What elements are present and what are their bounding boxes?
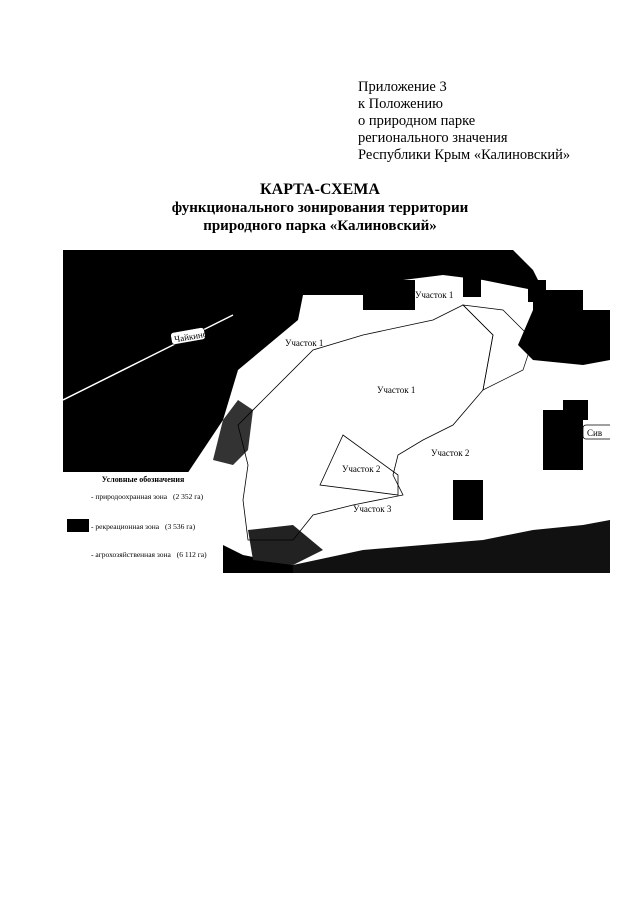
recreation-block (393, 280, 415, 310)
plot-2-east-label: Участок 2 (431, 448, 470, 458)
legend-item-text: - агрохозяйственная зона (91, 550, 171, 559)
legend-title: Условные обозначения (101, 475, 185, 484)
appendix-line: о природном парке (358, 113, 476, 129)
plot-3-label: Участок 3 (353, 504, 392, 514)
legend-item-agro (91, 550, 207, 559)
recreation-block (463, 275, 481, 297)
legend-item-text: - природоохранная зона (91, 492, 168, 501)
appendix-line: к Положению (358, 96, 443, 112)
legend-item-text: - рекреационная зона (91, 522, 160, 531)
appendix-line: регионального значения (358, 130, 508, 146)
document-title (0, 181, 640, 235)
title-line: природного парка «Калиновский» (203, 218, 437, 234)
recreation-block (563, 400, 588, 420)
appendix-line: Приложение 3 (358, 79, 447, 95)
plot-1-top-label: Участок 1 (415, 290, 454, 300)
legend-item-recreation (91, 522, 195, 531)
appendix-header (358, 79, 570, 164)
legend-item-area: (6 112 га) (176, 550, 207, 559)
appendix-line: Республики Крым «Калиновский» (358, 147, 571, 163)
recreation-block (528, 280, 546, 302)
plot-2-label: Участок 2 (342, 464, 381, 474)
road (63, 315, 233, 400)
legend-item-conservation (91, 492, 203, 501)
title-line: функционального зонирования территории (171, 200, 469, 216)
recreation-block (453, 480, 483, 520)
plot-1-center-label: Участок 1 (377, 385, 416, 395)
map-legend (63, 472, 223, 573)
sivash-label: Сив (587, 428, 603, 438)
legend-item-area: (2 352 га) (172, 492, 204, 501)
plot-1-left-label: Участок 1 (285, 338, 324, 348)
title-line: КАРТА-СХЕМА (260, 181, 380, 198)
chaykino-label: Чайкино (173, 328, 208, 345)
legend-swatch-recreation (67, 519, 89, 532)
legend-item-area: (3 536 га) (164, 522, 196, 531)
